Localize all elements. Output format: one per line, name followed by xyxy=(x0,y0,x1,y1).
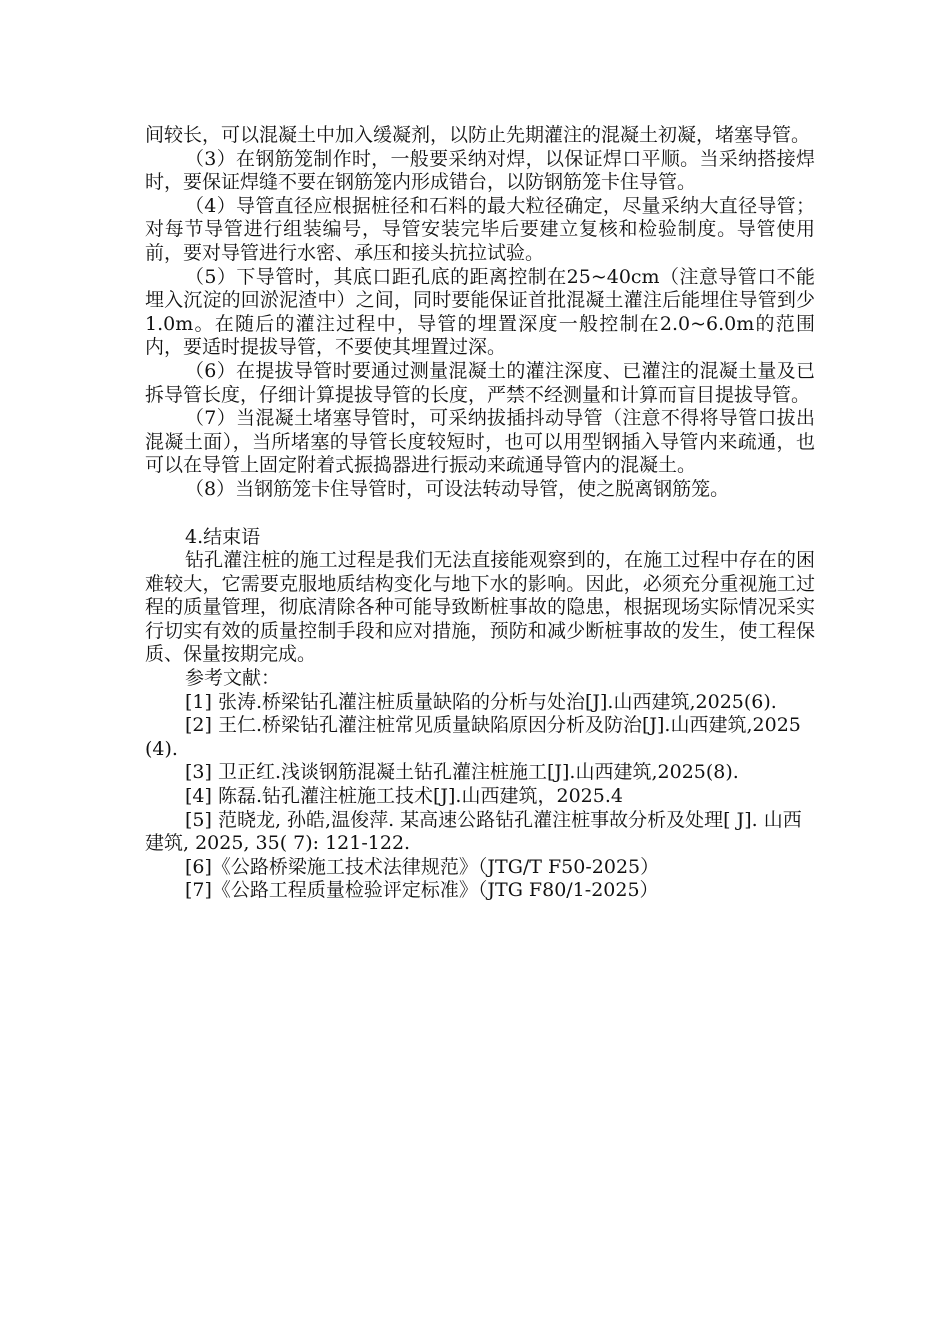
reference-item-4: [4] 陈磊.钻孔灌注桩施工技术[J].山西建筑，2025.4 xyxy=(185,785,623,808)
paragraph-conclusion: 钻孔灌注桩的施工过程是我们无法直接能观察到的，在施工过程中存在的困难较大，它需要克服地质结构变化与地下水的影响。因此，必须充分重视施工过程的质量管理，彻底清除各种可能导致断桩事故的隐患，根据现场实际情况采实行切实有效的质量控制手段和应对措施，预防和减少断桩事故的发生，使工程保质、保量按期完成。 xyxy=(145,549,815,666)
paragraph-8: （8）当钢筋笼卡住导管时，可设法转动导管，使之脱离钢筋笼。 xyxy=(185,477,730,500)
section-heading-conclusion: 4.结束语 xyxy=(185,525,261,548)
paragraph-7: （7）当混凝土堵塞导管时，可采纳拔插抖动导管（注意不得将导管口拔出混凝土面），当所堵塞的导管长度较短时，也可以用型钢插入导管内来疏通，也可以在导管上固定附着式振捣器进行振动来疏通导管内的混凝土。 xyxy=(145,407,815,477)
reference-item-6: [6]《公路桥梁施工技术法律规范》（JTG/T F50-2025） xyxy=(185,855,660,878)
reference-item-3: [3] 卫正红.浅谈钢筋混凝土钻孔灌注桩施工[J].山西建筑,2025(8). xyxy=(185,761,739,784)
reference-item-1: [1] 张涛.桥梁钻孔灌注桩质量缺陷的分析与处治[J].山西建筑,2025(6). xyxy=(185,690,777,713)
paragraph-intro: 间较长，可以混凝土中加入缓凝剂，以防止先期灌注的混凝土初凝，堵塞导管。 xyxy=(145,124,811,146)
reference-item-5: [5] 范晓龙, 孙皓,温俊萍. 某高速公路钻孔灌注桩事故分析及处理[ J]. 山西建筑, 2025, 35( 7): 121-122. xyxy=(145,808,802,855)
reference-item-2: [2] 王仁.桥梁钻孔灌注桩常见质量缺陷原因分析及防治[J].山西建筑,2025(4). xyxy=(145,714,801,760)
reference-item-7: [7]《公路工程质量检验评定标准》（JTG F80/1-2025） xyxy=(185,879,659,902)
paragraph-6: （6）在提拔导管时要通过测量混凝土的灌注深度、已灌注的混凝土量及已拆导管长度，仔细计算提拔导管的长度，严禁不经测量和计算而盲目提拔导管。 xyxy=(145,359,815,406)
paragraph-3: （3）在钢筋笼制作时，一般要采纳对焊，以保证焊口平顺。当采纳搭接焊时，要保证焊缝不要在钢筋笼内形成错台，以防钢筋笼卡住导管。 xyxy=(145,147,815,194)
references-label: 参考文献： xyxy=(185,667,281,690)
paragraph-4: （4）导管直径应根据桩径和石料的最大粒径确定，尽量采纳大直径导管；对每节导管进行组装编号，导管安装完毕后要建立复核和检验制度。导管使用前，要对导管进行水密、承压和接头抗拉试验。 xyxy=(145,194,815,264)
paragraph-5: （5）下导管时，其底口距孔底的距离控制在25~40cm（注意导管口不能埋入沉淀的回淤泥渣中）之间，同时要能保证首批混凝土灌注后能埋住导管到少1.0m。在随后的灌注过程中，导管的埋置深度一般控制在2.0~6.0m的范围内，要适时提拔导管，不要使其埋置过深。 xyxy=(145,265,815,359)
document-page xyxy=(145,124,815,903)
